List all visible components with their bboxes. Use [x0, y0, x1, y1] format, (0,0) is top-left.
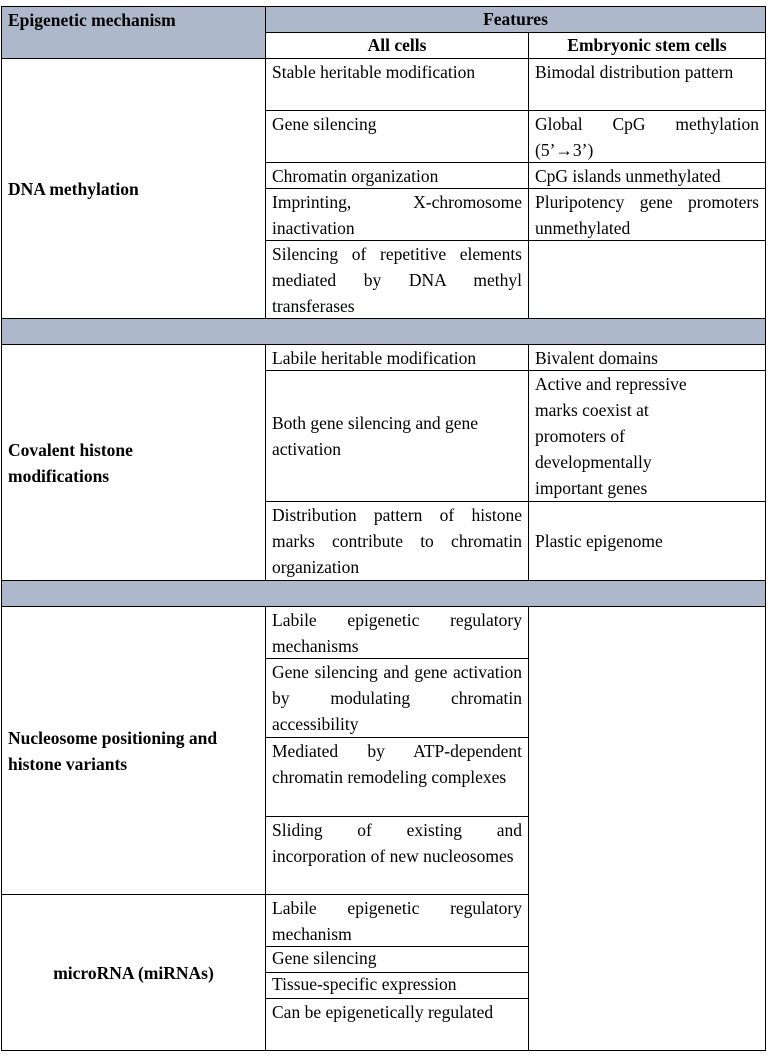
feature-cell	[265, 737, 529, 817]
esc-cell	[528, 370, 766, 502]
feature-text: Sliding of existing and incorporation of new nucleosomes	[272, 820, 522, 866]
feature-cell	[265, 188, 529, 241]
feature-text: Imprinting, X-chromosome inactivation	[272, 192, 522, 238]
feature-text: Labile heritable modification	[272, 348, 477, 368]
esc-text: Active and repressive marks coexist at promoters of developmentally important genes	[535, 374, 687, 498]
mechanism-nucleosome-positioning	[1, 606, 266, 895]
feature-cell	[265, 658, 529, 738]
feature-text: Gene silencing	[272, 948, 377, 968]
feature-text: Distribution pattern of histone marks contribute to chromatin organization	[272, 505, 522, 577]
feature-cell	[265, 344, 529, 371]
esc-text: Global CpG methylation (5’→3’)	[535, 114, 759, 160]
feature-cell	[265, 240, 529, 319]
feature-text: Both gene silencing and gene activation	[272, 413, 479, 459]
feature-cell	[265, 606, 529, 659]
mechanism-label: microRNA (miRNAs)	[53, 962, 214, 983]
header-all-cells-label: All cells	[367, 35, 427, 55]
feature-text: Labile epigenetic regulatory mechanisms	[272, 610, 522, 656]
header-esc	[528, 32, 766, 59]
feature-cell	[265, 946, 529, 973]
esc-cell	[528, 188, 766, 241]
mechanism-dna-methylation	[1, 58, 266, 319]
feature-text: Tissue-specific expression	[272, 974, 457, 994]
section-separator	[1, 580, 766, 607]
section-separator	[1, 318, 766, 345]
esc-text: CpG islands unmethylated	[535, 166, 721, 186]
esc-text: Bivalent domains	[535, 348, 658, 368]
esc-text: Plastic epigenome	[535, 531, 663, 551]
feature-text: Mediated by ATP-dependent chromatin remodeling complexes	[272, 741, 522, 787]
esc-cell	[528, 110, 766, 163]
feature-cell	[265, 501, 529, 581]
esc-cell	[528, 501, 766, 581]
feature-text: Chromatin organization	[272, 166, 439, 186]
esc-text: Pluripotency gene promoters unmethylated	[535, 192, 759, 238]
header-mechanism-label: Epigenetic mechanism	[8, 10, 176, 30]
esc-cell-empty	[528, 240, 766, 319]
mechanism-covalent-histone	[1, 344, 266, 581]
feature-text: Gene silencing	[272, 114, 377, 134]
feature-cell	[265, 972, 529, 999]
feature-text: Can be epigenetically regulated	[272, 1002, 494, 1022]
feature-text: Labile epigenetic regulatory mechanism	[272, 898, 522, 944]
feature-cell	[265, 162, 529, 189]
mechanism-label: Covalent histone modifications	[8, 439, 133, 486]
feature-cell	[265, 894, 529, 947]
header-features-label: Features	[483, 9, 548, 29]
mechanism-label: Nucleosome positioning and histone variants	[8, 727, 218, 774]
feature-cell	[265, 58, 529, 111]
feature-cell	[265, 110, 529, 163]
esc-cell	[528, 58, 766, 111]
feature-cell	[265, 816, 529, 895]
feature-cell	[265, 998, 529, 1051]
esc-cell	[528, 162, 766, 189]
mechanism-microrna	[1, 894, 266, 1051]
esc-cell	[528, 344, 766, 371]
feature-text: Gene silencing and gene activation by modulating chromatin accessibility	[272, 662, 522, 734]
mechanism-label: DNA methylation	[8, 178, 139, 199]
header-mechanism	[1, 6, 266, 59]
header-esc-label: Embryonic stem cells	[567, 35, 727, 55]
esc-text: Bimodal distribution pattern	[535, 62, 734, 82]
header-all-cells	[265, 32, 529, 59]
esc-cell-empty	[528, 606, 766, 1051]
feature-text: Stable heritable modification	[272, 62, 476, 82]
feature-cell	[265, 370, 529, 502]
header-features	[265, 6, 766, 33]
feature-text: Silencing of repetitive elements mediated by DNA methyl transferases	[272, 244, 522, 316]
